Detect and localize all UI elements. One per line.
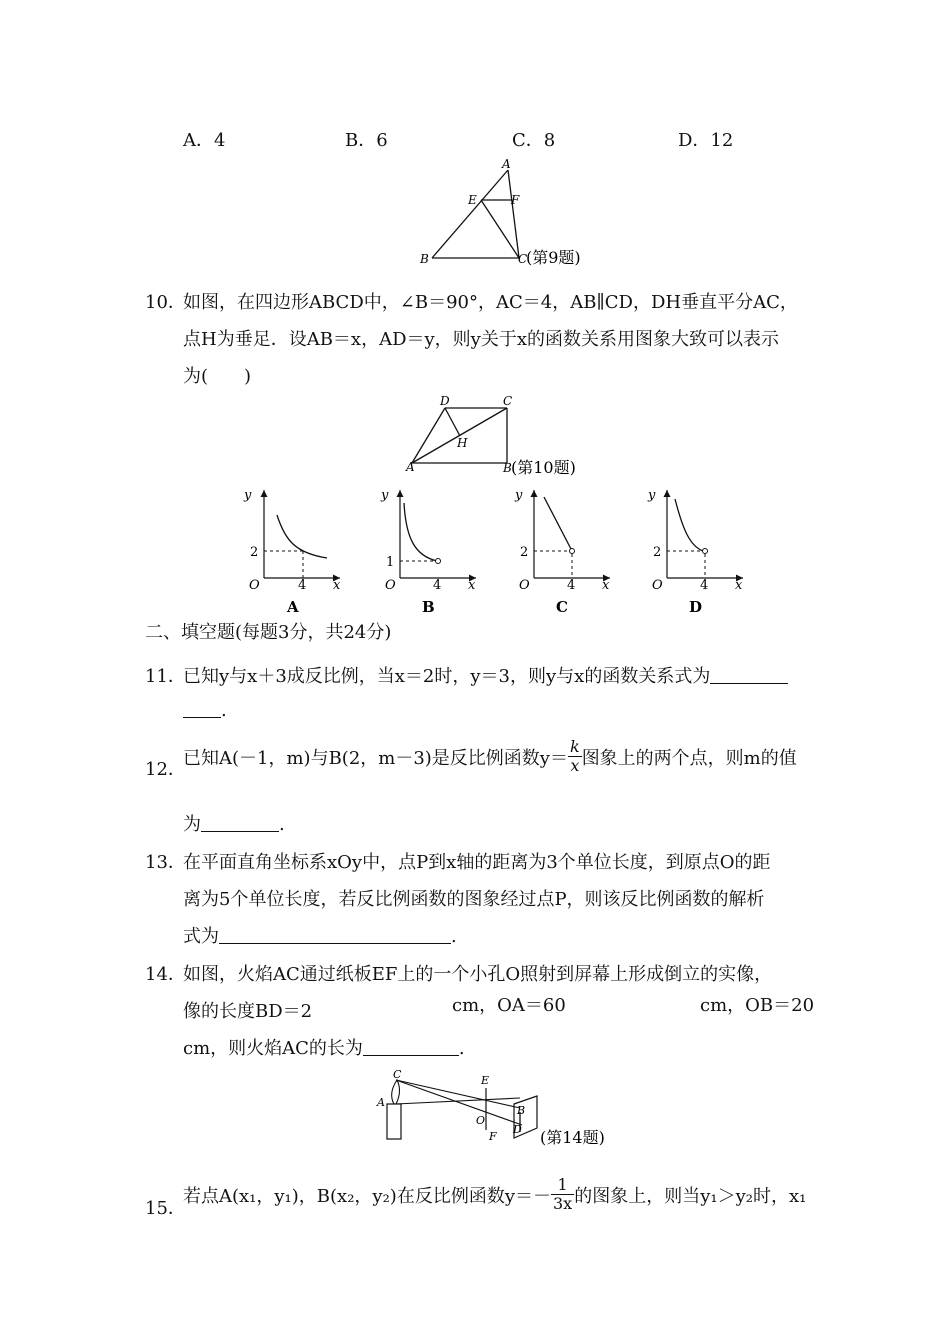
graph-c-x-tick: 4 bbox=[567, 578, 576, 593]
q15-number: 15． bbox=[145, 1198, 186, 1219]
q13-number: 13． bbox=[145, 852, 186, 873]
q13-line1: 在平面直角坐标系xOy中，点P到x轴的距离为3个单位长度，到原点O的距 bbox=[183, 852, 771, 873]
q11-text: 已知y与x＋3成反比例，当x＝2时，y＝3，则y与x的函数关系式为 bbox=[183, 666, 711, 687]
q11-answer-blank-cont[interactable] bbox=[183, 701, 221, 718]
q14-line1: 如图，火焰AC通过纸板EF上的一个小孔O照射到屏幕上形成倒立的实像， bbox=[183, 964, 773, 985]
q9-label-c: C bbox=[518, 252, 528, 266]
graph-d-y-label: y bbox=[648, 488, 656, 503]
q14-label-a: A bbox=[377, 1096, 385, 1109]
q9-option-d: D．12 bbox=[678, 130, 734, 151]
section-heading: 二、填空题(每题3分，共24分) bbox=[145, 622, 392, 643]
graph-d-origin: O bbox=[652, 578, 663, 593]
q13-text: 式为 bbox=[183, 926, 219, 947]
q12-number: 12． bbox=[145, 759, 186, 780]
q10-label-a: A bbox=[406, 460, 415, 474]
q10-label-h: H bbox=[457, 436, 468, 450]
q14-line2a: 像的长度BD＝2 bbox=[183, 1001, 313, 1022]
graph-b-y-label: y bbox=[381, 488, 389, 503]
q14-label-e: E bbox=[481, 1074, 490, 1087]
q12-text-a: 已知A(－1，m)与B(2，m－3)是反比例函数y＝ bbox=[183, 747, 568, 769]
q12-frac-den: x bbox=[570, 756, 580, 776]
q14-line2b: cm，OA＝60 bbox=[452, 995, 566, 1016]
q10-line2: 点H为垂足．设AB＝x，AD＝y，则y关于x的函数关系用图象大致可以表示 bbox=[183, 329, 779, 350]
q9-option-c: C．8 bbox=[512, 130, 556, 151]
q10-line1: 如图，在四边形ABCD中，∠B＝90°，AC＝4，AB∥CD，DH垂直平分AC， bbox=[183, 292, 798, 313]
graph-c-y-tick: 2 bbox=[520, 545, 529, 560]
graph-c-option-label: C bbox=[556, 598, 568, 616]
graph-d-option-label: D bbox=[689, 598, 703, 616]
q9-label-e: E bbox=[468, 193, 477, 207]
q15-frac-num: 1 bbox=[551, 1176, 574, 1195]
q14-caption: (第14题) bbox=[540, 1128, 605, 1147]
graph-b-y-tick: 1 bbox=[386, 555, 395, 570]
graph-d bbox=[647, 488, 743, 616]
q11-period: . bbox=[221, 700, 227, 721]
q9-label-b: B bbox=[420, 252, 429, 266]
q9-option-a: A．4 bbox=[183, 130, 226, 151]
q14-label-f: F bbox=[489, 1130, 497, 1143]
q14-pinhole-figure bbox=[370, 1065, 630, 1150]
q13-period: . bbox=[451, 926, 457, 947]
q15-fraction bbox=[551, 1176, 574, 1214]
q11-number: 11． bbox=[145, 666, 186, 687]
q12-period: . bbox=[279, 814, 285, 835]
q13-line2: 离为5个单位长度，若反比例函数的图象经过点P，则该反比例函数的解析 bbox=[183, 889, 765, 910]
q12-frac-num: k bbox=[569, 737, 580, 756]
q10-number: 10． bbox=[145, 292, 186, 313]
q14-text: cm，则火焰AC的长为 bbox=[183, 1038, 363, 1059]
q11-line2 bbox=[183, 700, 227, 721]
q10-label-b: B bbox=[503, 461, 512, 475]
graph-d-y-tick: 2 bbox=[653, 545, 662, 560]
q10-line3: 为( ) bbox=[183, 366, 252, 387]
graph-a-x-tick: 4 bbox=[298, 578, 307, 593]
q10-label-c: C bbox=[503, 394, 513, 408]
graph-c bbox=[514, 488, 610, 616]
graph-a-origin: O bbox=[249, 578, 260, 593]
q14-label-b: B bbox=[517, 1104, 526, 1117]
q11-answer-blank[interactable] bbox=[710, 667, 788, 684]
graph-b-x-tick: 4 bbox=[433, 578, 442, 593]
q12-line1 bbox=[183, 738, 797, 776]
q9-label-a: A bbox=[502, 157, 511, 171]
q14-line3 bbox=[183, 1034, 465, 1060]
q9-label-f: F bbox=[511, 193, 520, 207]
graph-c-x-label: x bbox=[602, 578, 610, 593]
q10-caption: (第10题) bbox=[511, 458, 576, 477]
graph-b-option-label: B bbox=[422, 598, 435, 616]
q12-text-c: 为 bbox=[183, 814, 201, 835]
q15-line1 bbox=[183, 1176, 806, 1214]
graph-a bbox=[243, 488, 341, 616]
q14-answer-blank[interactable] bbox=[363, 1039, 459, 1056]
graph-c-y-label: y bbox=[515, 488, 523, 503]
q12-line2 bbox=[183, 810, 285, 836]
graph-a-option-label: A bbox=[287, 598, 299, 616]
graph-b-origin: O bbox=[385, 578, 396, 593]
q11-line1 bbox=[183, 662, 788, 688]
graph-c-origin: O bbox=[519, 578, 530, 593]
q9-caption: (第9题) bbox=[526, 248, 581, 267]
q14-label-c: C bbox=[393, 1068, 402, 1081]
q10-quadrilateral-figure bbox=[400, 393, 600, 478]
q14-label-o: O bbox=[476, 1114, 486, 1127]
graph-b-x-label: x bbox=[468, 578, 476, 593]
q15-text-b: 的图象上，则当y₁＞y₂时，x₁ bbox=[574, 1185, 807, 1207]
graph-a-y-label: y bbox=[244, 488, 252, 503]
q15-text-a: 若点A(x₁，y₁)，B(x₂，y₂)在反比例函数y＝－ bbox=[183, 1185, 551, 1207]
graph-a-x-label: x bbox=[333, 578, 341, 593]
q14-number: 14． bbox=[145, 964, 186, 985]
q10-label-d: D bbox=[440, 394, 450, 408]
graph-d-x-tick: 4 bbox=[700, 578, 709, 593]
q15-frac-den: 3x bbox=[553, 1194, 573, 1214]
q13-answer-blank[interactable] bbox=[219, 927, 451, 944]
q14-period: . bbox=[458, 1038, 465, 1059]
graph-b bbox=[380, 488, 476, 616]
q12-text-b: 图象上的两个点，则m的值 bbox=[581, 747, 797, 769]
q13-line3 bbox=[183, 922, 457, 948]
q9-triangle-figure bbox=[410, 155, 610, 270]
q14-label-d: D bbox=[513, 1123, 522, 1136]
q12-answer-blank[interactable] bbox=[201, 815, 279, 832]
q9-option-b: B．6 bbox=[345, 130, 388, 151]
graph-d-x-label: x bbox=[735, 578, 743, 593]
q12-fraction bbox=[568, 738, 582, 776]
graph-a-y-tick: 2 bbox=[250, 545, 259, 560]
q10-graph-options bbox=[235, 482, 755, 617]
q14-line2c: cm，OB＝20 bbox=[700, 995, 815, 1016]
